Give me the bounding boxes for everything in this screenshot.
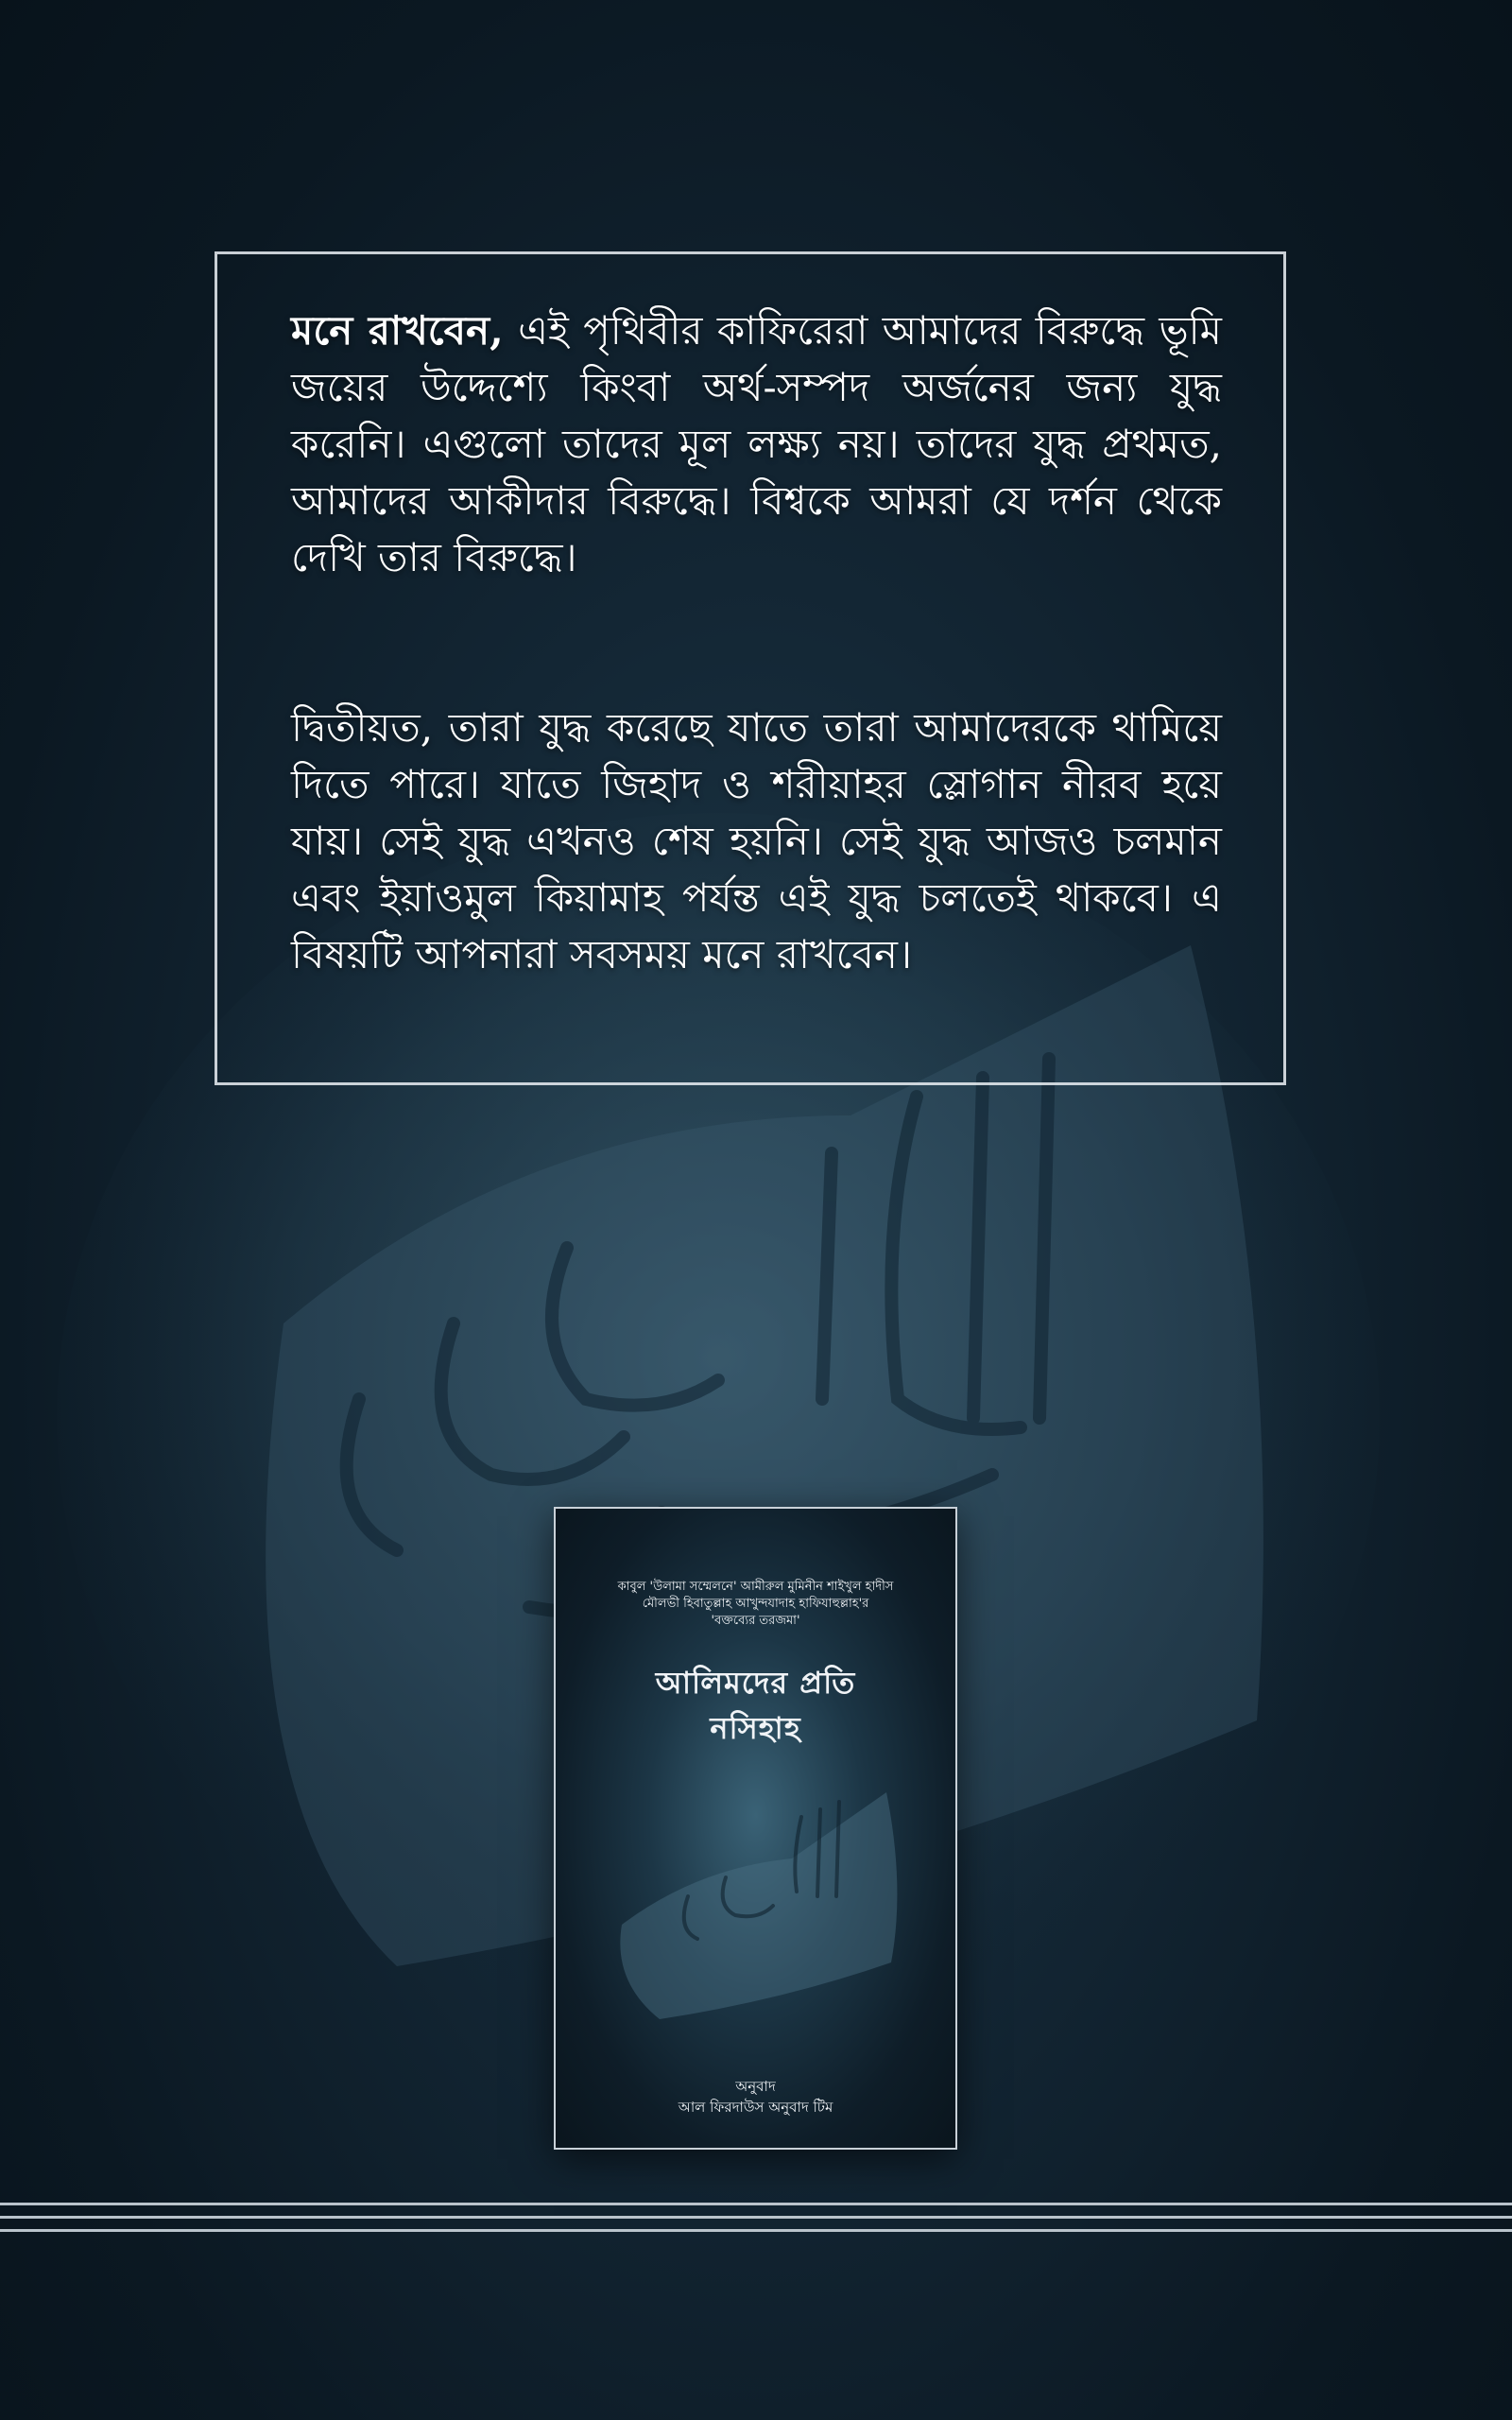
divider-line-3: [0, 2229, 1512, 2232]
book-title-line-1: আলিমদের প্রতি: [655, 1665, 856, 1701]
quote-lead: মনে রাখবেন,: [291, 307, 504, 354]
book-translation-team: আল ফিরদাউস অনুবাদ টিম: [678, 2099, 833, 2116]
book-header-line-3: 'বক্তব্যের তরজমা': [711, 1614, 800, 1628]
quote-paragraph-2: দ্বিতীয়ত, তারা যুদ্ধ করেছে যাতে তারা আমাদেরকে থামিয়ে দিতে পারে। যাতে জিহাদ ও শরীয়াহর স্লোগান নীরব হয়ে যায়। সেই যুদ্ধ এখনও শেষ হয়নি। সেই যুদ্ধ আজও চলমান এবং ইয়াওমুল কিয়ামাহ পর্যন্ত এই যুদ্ধ চলতেই থাকবে। এ বিষয়টি আপনারা সবসময় মনে রাখবেন।: [291, 704, 1222, 977]
book-header: [575, 1579, 936, 1630]
divider-line-2: [0, 2216, 1512, 2219]
book-header-line-1: কাবুল 'উলামা সম্মেলনে' আমীরুল মুমিনীন শাইখুল হাদীস: [617, 1580, 894, 1594]
book-footer: [575, 2076, 936, 2118]
quote-text: [291, 302, 1222, 983]
book-cover: [554, 1507, 957, 2150]
divider-line-1: [0, 2203, 1512, 2205]
quote-paragraph-1: [291, 302, 1222, 586]
book-translation-label: অনুবাদ: [735, 2078, 776, 2095]
book-header-line-2: মৌলভী হিবাতুল্লাহ আখুন্দযাদাহ হাফিযাহুল্লাহ'র: [642, 1597, 869, 1611]
book-title: [575, 1660, 936, 1751]
quote-paragraph-1-text: এই পৃথিবীর কাফিরেরা আমাদের বিরুদ্ধে ভূমি জয়ের উদ্দেশ্যে কিংবা অর্থ-সম্পদ অর্জনের জন্য যুদ্ধ করেনি। এগুলো তাদের মূল লক্ষ্য নয়। তাদের যুদ্ধ প্রথমত, আমাদের আকীদার বিরুদ্ধে। বিশ্বকে আমরা যে দর্শন থেকে দেখি তার বিরুদ্ধে।: [291, 307, 1222, 580]
book-title-line-2: নসিহাহ: [710, 1710, 801, 1746]
